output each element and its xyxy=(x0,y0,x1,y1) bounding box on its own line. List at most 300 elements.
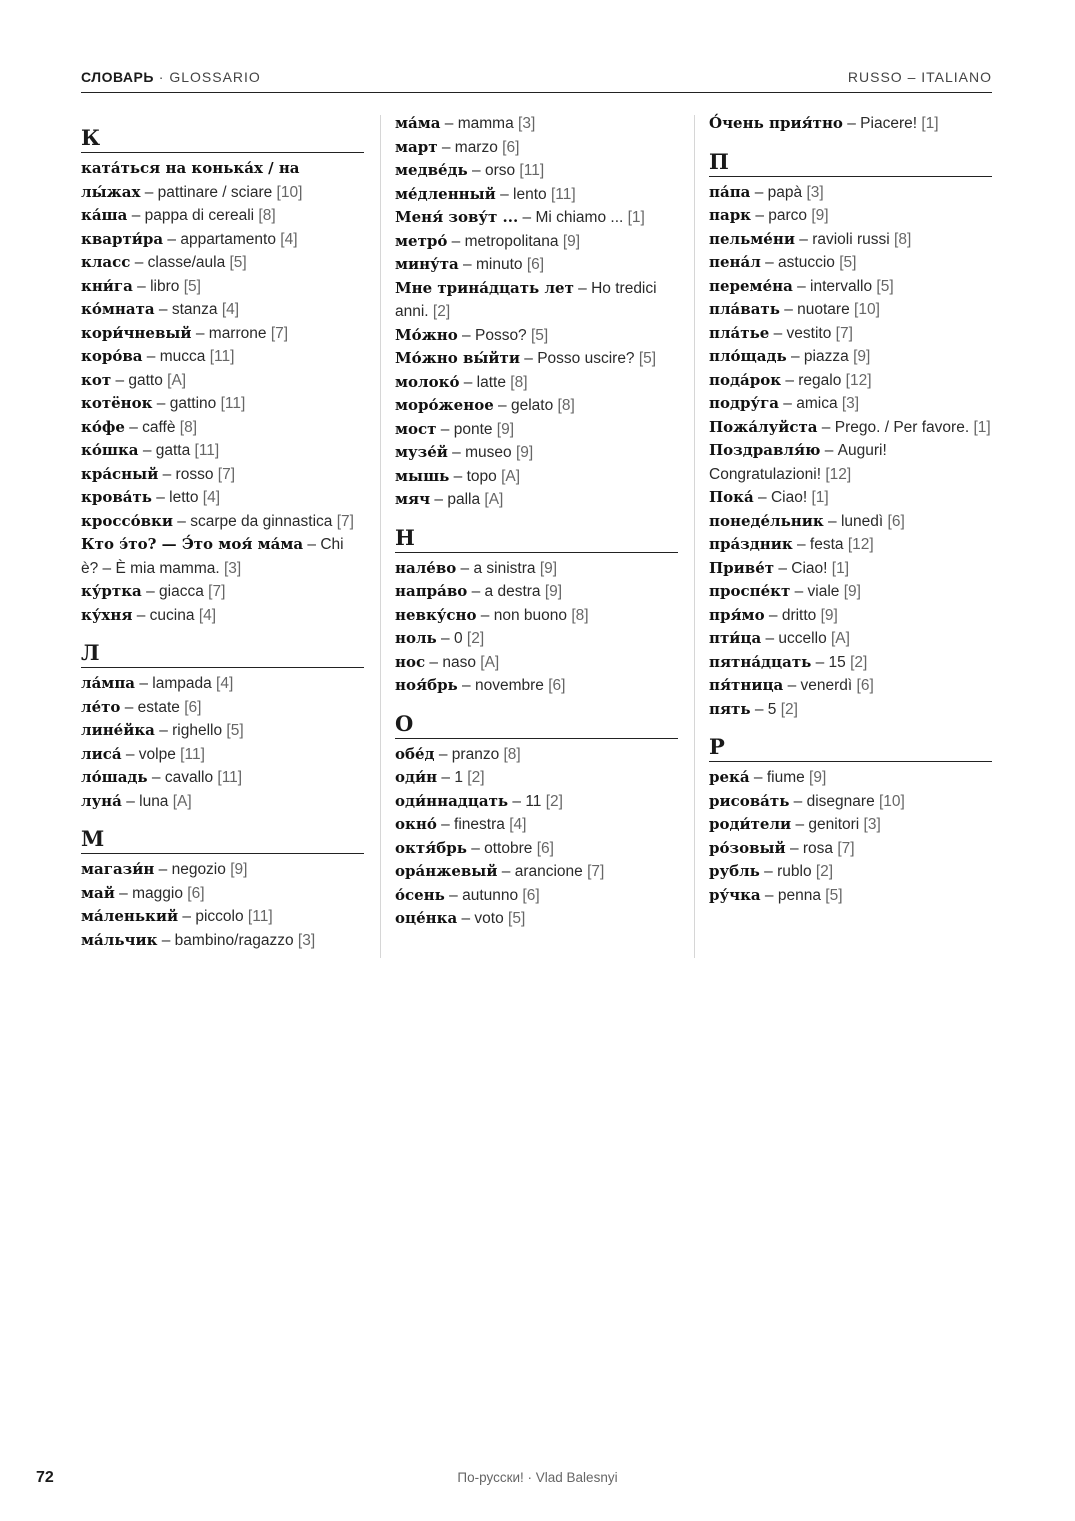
italian-translation: – Prego. / Per favore. xyxy=(817,418,974,436)
lesson-reference: [6] xyxy=(522,886,540,904)
glossary-entry xyxy=(395,674,678,698)
italian-translation: – bambino/ragazzo xyxy=(157,931,298,949)
italian-translation: – volpe xyxy=(121,745,181,763)
glossary-entry xyxy=(709,557,992,581)
glossary-entry xyxy=(395,347,678,371)
italian-translation: – lampada xyxy=(135,675,217,692)
italian-translation: – non buono xyxy=(476,606,572,624)
glossary-entry xyxy=(395,627,678,651)
glossary-entry xyxy=(709,674,992,698)
lesson-reference: [8] xyxy=(179,418,198,436)
section-letter-heading: О xyxy=(395,698,678,739)
lesson-reference: [11] xyxy=(220,395,246,412)
lesson-reference: [3] xyxy=(518,115,536,132)
glossary-entry xyxy=(81,929,364,953)
russian-term: ма́ленький xyxy=(81,907,179,925)
glossary-entry xyxy=(395,277,678,324)
lesson-reference: [10] xyxy=(276,183,303,201)
glossary-entry xyxy=(709,275,992,299)
italian-translation: – naso xyxy=(425,653,481,671)
italian-translation: – marzo xyxy=(437,138,503,156)
glossary-entry xyxy=(395,884,678,908)
lesson-reference: [5] xyxy=(825,886,843,904)
italian-translation: – gelato xyxy=(493,397,558,414)
glossary-entry xyxy=(81,486,364,510)
russian-term: проспе́кт xyxy=(709,582,791,600)
italian-translation: – righello xyxy=(154,722,227,739)
russian-term: понеде́льник xyxy=(709,511,824,530)
lesson-reference: [4] xyxy=(202,489,221,506)
glossary-entry xyxy=(709,860,992,884)
glossary-entry xyxy=(81,298,364,322)
russian-term: ка́ша xyxy=(81,206,128,224)
italian-translation: – papà xyxy=(750,183,807,201)
lesson-reference: [A] xyxy=(167,371,187,389)
lesson-reference: [8] xyxy=(571,606,589,624)
italian-translation: – mamma xyxy=(440,115,519,132)
italian-translation: – topo xyxy=(449,467,502,485)
russian-term: пла́вать xyxy=(709,300,780,318)
russian-term: ката́ться на конька́х / на лы́жах xyxy=(81,159,300,201)
lesson-reference: [11] xyxy=(550,185,576,203)
glossary-entry xyxy=(81,275,364,299)
lesson-reference: [1] xyxy=(811,489,829,506)
glossary-entry xyxy=(709,627,992,651)
glossary-entry xyxy=(709,228,992,252)
glossary-entry xyxy=(709,251,992,275)
italian-translation: – metropolitana xyxy=(447,232,563,250)
italian-translation: – regalo xyxy=(781,371,846,389)
glossary-entry xyxy=(395,136,678,160)
italian-translation: – 1 xyxy=(437,769,468,786)
russian-term: пода́рок xyxy=(709,370,782,389)
russian-term: О́чень прия́тно xyxy=(709,114,843,132)
lesson-reference: [4] xyxy=(280,230,298,248)
russian-term: ко́шка xyxy=(81,441,139,459)
italian-translation: – astuccio xyxy=(760,254,840,271)
glossary-entry xyxy=(81,882,364,906)
lesson-reference: [5] xyxy=(229,254,247,271)
russian-term: моро́женое xyxy=(395,396,494,414)
glossary-entry xyxy=(81,463,364,487)
lesson-reference: [12] xyxy=(845,371,872,389)
glossary-entry xyxy=(395,465,678,489)
glossary-entry xyxy=(395,557,678,581)
glossary-entry xyxy=(395,743,678,767)
italian-translation: – disegnare xyxy=(789,792,879,810)
lesson-reference: [A] xyxy=(172,792,192,810)
glossary-entry xyxy=(395,860,678,884)
russian-term: нале́во xyxy=(395,558,457,577)
italian-translation: – piazza xyxy=(786,348,854,365)
lesson-reference: [11] xyxy=(194,442,220,459)
russian-term: октя́брь xyxy=(395,838,467,857)
russian-term: Пока́ xyxy=(709,488,754,506)
russian-term: кра́сный xyxy=(81,464,159,483)
glossary-entry xyxy=(395,488,678,512)
lesson-reference: [6] xyxy=(856,677,874,694)
russian-term: напра́во xyxy=(395,582,468,600)
lesson-reference: [A] xyxy=(484,491,504,508)
russian-term: мост xyxy=(395,419,437,438)
italian-translation: – finestra xyxy=(436,816,510,833)
italian-translation: – cavallo xyxy=(147,769,218,786)
glossary-entry xyxy=(395,159,678,183)
italian-translation: – fiume xyxy=(749,769,810,786)
header-title xyxy=(81,69,261,85)
glossary-column-1 xyxy=(81,112,364,952)
glossary-entry xyxy=(81,533,364,580)
glossary-column-3 xyxy=(709,112,992,907)
section-letter-heading: Р xyxy=(709,721,992,762)
glossary-entry xyxy=(81,369,364,393)
russian-term: мышь xyxy=(395,466,450,485)
italian-translation: – marrone xyxy=(191,324,271,342)
header-title-bold: СЛОВАРЬ xyxy=(81,69,154,85)
lesson-reference: [9] xyxy=(515,444,534,461)
glossary-entry xyxy=(81,719,364,743)
russian-term: пять xyxy=(709,699,751,718)
russian-term: кроссо́вки xyxy=(81,511,173,530)
italian-translation: – giacca xyxy=(141,583,209,600)
lesson-reference: [A] xyxy=(480,653,500,671)
russian-term: Мне трина́дцать лет xyxy=(395,278,574,297)
russian-term: ко́фе xyxy=(81,417,125,436)
lesson-reference: [12] xyxy=(847,536,874,553)
lesson-reference: [10] xyxy=(879,792,905,810)
italian-translation: – intervallo xyxy=(792,277,877,295)
lesson-reference: [1] xyxy=(831,559,850,577)
lesson-reference: [7] xyxy=(208,583,226,600)
glossary-entry xyxy=(709,884,992,908)
italian-translation: – minuto xyxy=(458,256,527,273)
lesson-reference: [9] xyxy=(562,232,581,250)
glossary-entry xyxy=(395,183,678,207)
russian-term: роди́тели xyxy=(709,815,792,833)
italian-translation: – Ciao! xyxy=(774,559,832,577)
lesson-reference: [11] xyxy=(180,745,205,763)
glossary-entry xyxy=(395,441,678,465)
italian-translation: – caffè xyxy=(124,418,180,436)
lesson-reference: [9] xyxy=(843,583,861,600)
russian-term: Кто э́то? — Э́то моя́ ма́ма xyxy=(81,535,304,553)
lesson-reference: [1] xyxy=(973,418,991,436)
russian-term: река́ xyxy=(709,768,750,786)
russian-term: невку́сно xyxy=(395,605,477,624)
italian-translation: – novembre xyxy=(457,677,549,694)
italian-translation: – amica xyxy=(778,395,842,412)
russian-term: пло́щадь xyxy=(709,347,787,365)
russian-term: кварти́ра xyxy=(81,229,164,248)
italian-translation: – Ciao! xyxy=(753,489,812,506)
russian-term: ру́чка xyxy=(709,885,761,904)
italian-translation: – pattinare / sciare xyxy=(140,183,277,201)
lesson-reference: [6] xyxy=(526,256,545,273)
russian-term: кни́га xyxy=(81,276,133,295)
russian-term: нос xyxy=(395,652,426,671)
lesson-reference: [11] xyxy=(209,348,235,365)
russian-term: обе́д xyxy=(395,744,435,763)
section-letter-heading: Л xyxy=(81,627,364,668)
lesson-reference: [7] xyxy=(336,512,354,530)
header-language-pair: RUSSO – ITALIANO xyxy=(847,69,992,85)
glossary-entry xyxy=(81,696,364,720)
russian-term: май xyxy=(81,883,115,902)
page-header xyxy=(81,66,992,93)
italian-translation: – rublo xyxy=(759,863,816,880)
lesson-reference: [6] xyxy=(502,138,520,156)
russian-term: ора́нжевый xyxy=(395,862,498,880)
lesson-reference: [9] xyxy=(811,207,829,224)
russian-term: класс xyxy=(81,253,131,271)
italian-translation: – Mi chiamo ... xyxy=(518,209,628,226)
russian-term: ле́то xyxy=(81,697,121,716)
italian-translation: – 11 xyxy=(508,792,546,810)
glossary-entry xyxy=(81,510,364,534)
section-letter-heading: Н xyxy=(395,512,678,553)
glossary-entry xyxy=(395,766,678,790)
lesson-reference: [8] xyxy=(557,397,575,414)
glossary-entry xyxy=(81,604,364,628)
lesson-reference: [9] xyxy=(496,420,515,438)
italian-translation: – classe/aula xyxy=(130,254,230,271)
lesson-reference: [9] xyxy=(853,348,871,365)
lesson-reference: [7] xyxy=(835,324,853,342)
glossary-entry xyxy=(81,416,364,440)
lesson-reference: [6] xyxy=(548,677,566,694)
italian-translation: – 5 xyxy=(750,700,781,718)
lesson-reference: [9] xyxy=(544,583,563,600)
russian-term: котёнок xyxy=(81,394,153,412)
glossary-entry xyxy=(709,181,992,205)
italian-translation: – autunno xyxy=(444,886,523,904)
italian-translation: – nuotare xyxy=(779,301,855,318)
russian-term: пятна́дцать xyxy=(709,652,812,671)
lesson-reference: [9] xyxy=(820,606,838,624)
italian-translation: – genitori xyxy=(791,816,864,833)
lesson-reference: [9] xyxy=(539,559,558,577)
italian-translation: – a destra xyxy=(467,583,545,600)
russian-term: пти́ца xyxy=(709,629,762,647)
italian-translation: – mucca xyxy=(142,348,210,365)
russian-term: метро́ xyxy=(395,231,448,250)
russian-term: Мо́жно вы́йти xyxy=(395,349,520,367)
russian-term: лине́йка xyxy=(81,721,155,739)
glossary-entry xyxy=(395,206,678,230)
italian-translation: – lunedì xyxy=(823,512,888,530)
italian-translation: – libro xyxy=(132,277,184,295)
italian-translation: – appartamento xyxy=(163,230,281,248)
glossary-entry xyxy=(709,790,992,814)
italian-translation: – museo xyxy=(447,444,516,461)
glossary-entry xyxy=(81,439,364,463)
lesson-reference: [6] xyxy=(187,884,205,902)
russian-term: крова́ть xyxy=(81,488,152,506)
glossary-entry xyxy=(395,253,678,277)
glossary-entry xyxy=(81,157,364,204)
glossary-entry xyxy=(395,230,678,254)
glossary-entry xyxy=(709,510,992,534)
russian-term: о́сень xyxy=(395,885,445,904)
italian-translation: – vestito xyxy=(769,324,836,342)
glossary-entry xyxy=(709,416,992,440)
russian-term: кот xyxy=(81,370,112,389)
lesson-reference: [5] xyxy=(226,722,244,739)
glossary-entry xyxy=(395,371,678,395)
italian-translation: – Posso? xyxy=(457,326,531,344)
glossary-entry xyxy=(709,486,992,510)
lesson-reference: [8] xyxy=(503,745,521,763)
russian-term: па́па xyxy=(709,182,751,201)
lesson-reference: [2] xyxy=(545,792,563,810)
italian-translation: – Posso uscire? xyxy=(519,350,639,367)
russian-term: ку́хня xyxy=(81,605,133,624)
russian-term: пла́тье xyxy=(709,323,770,342)
lesson-reference: [7] xyxy=(270,324,289,342)
russian-term: переме́на xyxy=(709,276,793,295)
russian-term: молоко́ xyxy=(395,372,460,391)
russian-term: рисова́ть xyxy=(709,791,790,810)
glossary-entry xyxy=(709,345,992,369)
glossary-entry xyxy=(395,418,678,442)
section-letter-heading: М xyxy=(81,813,364,854)
russian-term: лиса́ xyxy=(81,744,122,763)
page-number: 72 xyxy=(36,1469,54,1486)
russian-term: ма́ма xyxy=(395,114,441,132)
russian-term: пельме́ни xyxy=(709,229,795,248)
column-divider xyxy=(380,115,381,958)
italian-translation: – Auguri! Congratulazioni! xyxy=(709,442,887,483)
lesson-reference: [5] xyxy=(508,910,526,927)
glossary-entry xyxy=(709,204,992,228)
lesson-reference: [4] xyxy=(198,606,217,624)
italian-translation: – estate xyxy=(120,698,185,716)
lesson-reference: [4] xyxy=(509,816,527,833)
glossary-entry xyxy=(81,204,364,228)
italian-translation: – uccello xyxy=(761,630,831,647)
italian-translation: – gattino xyxy=(152,395,221,412)
glossary-entry xyxy=(395,907,678,931)
glossary-entry xyxy=(81,322,364,346)
italian-translation: – ponte xyxy=(436,420,497,438)
italian-translation: – letto xyxy=(151,489,203,506)
italian-translation: – stanza xyxy=(154,301,222,318)
italian-translation: – Ho tredici anni. xyxy=(395,279,657,320)
italian-translation: – ravioli russi xyxy=(794,230,895,248)
lesson-reference: [2] xyxy=(467,769,485,786)
russian-term: подру́га xyxy=(709,394,779,412)
glossary-entry xyxy=(395,651,678,675)
russian-term: ноя́брь xyxy=(395,676,458,694)
italian-translation: – pranzo xyxy=(434,745,504,763)
glossary-entry xyxy=(81,858,364,882)
russian-term: рубль xyxy=(709,862,760,880)
glossary-entry xyxy=(709,580,992,604)
glossary-entry xyxy=(395,790,678,814)
lesson-reference: [8] xyxy=(894,230,912,248)
italian-translation: – scarpe da ginnastica xyxy=(172,512,337,530)
italian-translation: – pappa di cereali xyxy=(127,207,259,224)
italian-translation: – palla xyxy=(430,491,485,508)
glossary-entry xyxy=(709,813,992,837)
glossary-entry xyxy=(81,228,364,252)
lesson-reference: [11] xyxy=(217,769,243,786)
russian-term: Приве́т xyxy=(709,558,775,577)
lesson-reference: [7] xyxy=(217,465,236,483)
glossary-entry xyxy=(709,651,992,675)
glossary-column-2 xyxy=(395,112,678,931)
lesson-reference: [3] xyxy=(863,816,881,833)
russian-term: Мо́жно xyxy=(395,325,458,344)
russian-term: ко́мната xyxy=(81,300,155,318)
glossary-entry xyxy=(81,905,364,929)
italian-translation: – ottobre xyxy=(466,839,537,857)
glossary-entry xyxy=(395,604,678,628)
section-letter-heading: П xyxy=(709,136,992,177)
glossary-entry xyxy=(709,533,992,557)
italian-translation: – voto xyxy=(457,910,509,927)
russian-term: медве́дь xyxy=(395,161,468,179)
glossary-entry xyxy=(709,392,992,416)
glossary-entry xyxy=(395,394,678,418)
lesson-reference: [1] xyxy=(921,115,939,132)
italian-translation: – luna xyxy=(121,792,173,810)
russian-term: оце́нка xyxy=(395,909,458,927)
russian-term: ме́дленный xyxy=(395,184,496,203)
lesson-reference: [A] xyxy=(831,630,850,647)
glossary-entry xyxy=(81,392,364,416)
italian-translation: – festa xyxy=(792,536,848,553)
russian-term: ку́ртка xyxy=(81,582,142,600)
lesson-reference: [9] xyxy=(230,861,248,878)
italian-translation: – penna xyxy=(760,886,826,904)
glossary-entry xyxy=(81,672,364,696)
russian-term: Меня́ зову́т ... xyxy=(395,208,519,226)
glossary-entry xyxy=(709,698,992,722)
glossary-entry xyxy=(709,439,992,486)
russian-term: музе́й xyxy=(395,443,448,461)
italian-translation: – orso xyxy=(467,162,520,179)
russian-term: оди́ннадцать xyxy=(395,791,509,810)
lesson-reference: [8] xyxy=(510,373,528,391)
lesson-reference: [6] xyxy=(887,512,905,530)
italian-translation: – 15 xyxy=(811,653,851,671)
lesson-reference: [2] xyxy=(432,303,451,320)
glossary-entry xyxy=(81,580,364,604)
lesson-reference: [8] xyxy=(258,207,276,224)
glossary-entry xyxy=(395,837,678,861)
russian-term: мину́та xyxy=(395,255,459,273)
italian-translation: – a sinistra xyxy=(456,559,540,577)
russian-term: ла́мпа xyxy=(81,674,136,692)
italian-translation: – Piacere! xyxy=(842,115,922,132)
footer-credit: По-русски! · Vlad Balesnyi xyxy=(457,1470,618,1485)
russian-term: парк xyxy=(709,206,752,224)
russian-term: пена́л xyxy=(709,253,761,271)
italian-translation: – 0 xyxy=(436,630,467,647)
russian-term: пря́мо xyxy=(709,605,765,624)
glossary-entry xyxy=(81,345,364,369)
italian-translation: – lento xyxy=(495,185,551,203)
lesson-reference: [6] xyxy=(184,698,202,716)
italian-translation: – rosa xyxy=(785,839,838,857)
russian-term: ма́льчик xyxy=(81,930,158,949)
lesson-reference: [5] xyxy=(531,326,549,344)
lesson-reference: [5] xyxy=(183,277,201,295)
glossary-entry xyxy=(709,298,992,322)
russian-term: ноль xyxy=(395,629,437,647)
russian-term: кори́чневый xyxy=(81,323,192,342)
